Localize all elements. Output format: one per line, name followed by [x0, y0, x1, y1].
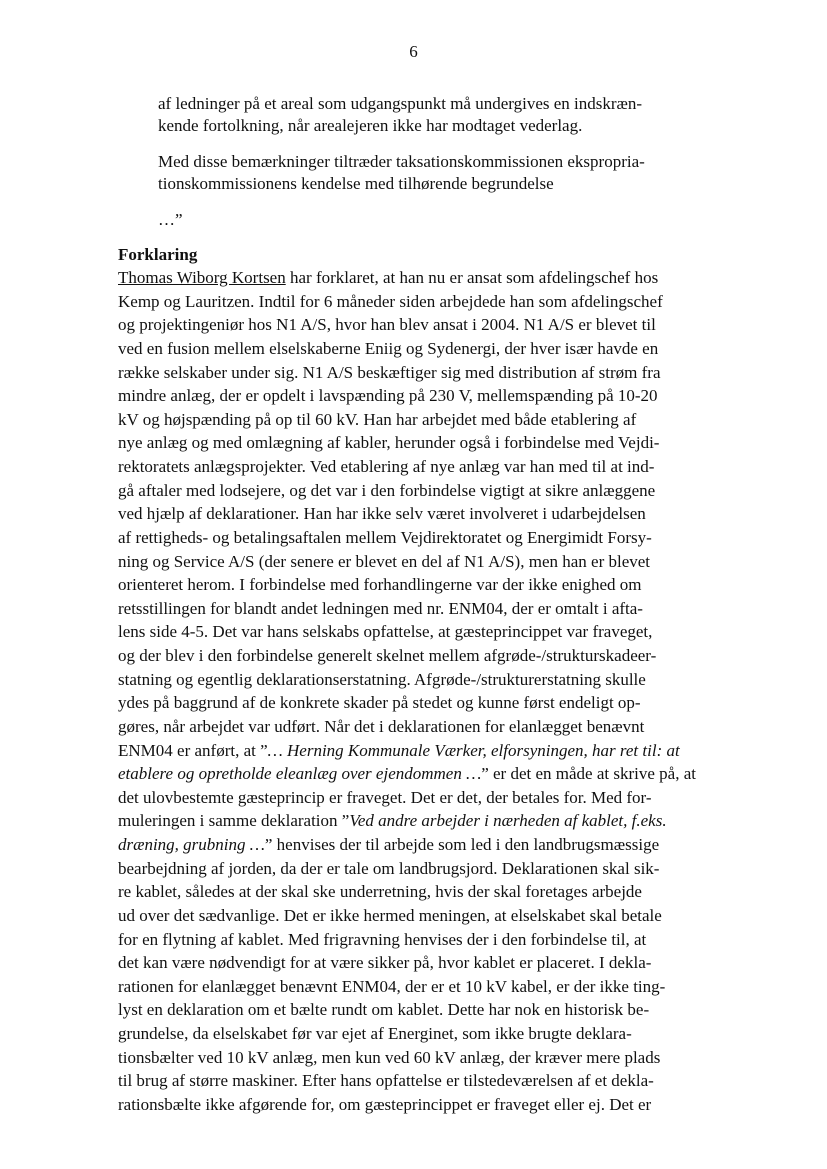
quote-line: Med disse bemærkninger tiltræder taksationskommissionen ekspropria- — [158, 152, 645, 171]
body-line: re kablet, således at der skal ske underretning, hvis der skal foretages arbejde — [118, 882, 642, 902]
body-line: ved en fusion mellem elselskaberne Eniig og Sydenergi, der hver især havde en — [118, 338, 659, 358]
body-line: for en flytning af kablet. Med frigravning henvises der i den forbindelse til, at — [118, 929, 647, 949]
body-line: ved hjælp af deklarationer. Han har ikke selv været involveret i udarbejdelsen — [118, 504, 646, 524]
body-line: gøres, når arbejdet var udført. Når det i deklarationen for elanlægget benævnt — [118, 716, 645, 736]
body-line: ud over det sædvanlige. Det er ikke hermed meningen, at elselskabet skal betale — [118, 905, 662, 925]
explanation-section — [118, 244, 716, 1117]
body-line: til brug af større maskiner. Efter hans opfattelse er tilstedeværelsen af et dekla- — [118, 1071, 654, 1091]
quoted-decision — [158, 93, 713, 245]
quote-line: tionskommissionens kendelse med tilhørende begrundelse — [158, 174, 554, 193]
body-line: dræning, grubning …” henvises der til arbejde som led i den landbrugsmæssige — [118, 835, 660, 854]
body-line: det kan være nødvendigt for at være sikker på, hvor kablet er placeret. I dekla- — [118, 953, 652, 973]
body-line: Kemp og Lauritzen. Indtil for 6 måneder siden arbejdede han som afdelingschef — [118, 291, 663, 311]
body-line: række selskaber under sig. N1 A/S beskæftiger sig med distribution af strøm fra — [118, 362, 661, 382]
quote-ellipsis: …” — [158, 210, 183, 229]
declaration-quote: etablere og opretholde eleanlæg over ejendommen … — [118, 764, 482, 784]
body-line: kV og højspænding på op til 60 kV. Han har arbejdet med både etablering af — [118, 409, 637, 429]
body-line: nye anlæg og med omlægning af kabler, herunder også i forbindelse med Vejdi- — [118, 433, 660, 453]
body-line: statning og egentlig deklarationserstatning. Afgrøde-/strukturerstatning skulle — [118, 669, 646, 689]
body-line: og projektingeniør hos N1 A/S, hvor han blev ansat i 2004. N1 A/S er blevet til — [118, 315, 656, 335]
body-line: orienteret herom. I forbindelse med forhandlingerne var der ikke enighed om — [118, 575, 642, 595]
body-line: det ulovbestemte gæsteprincip er fraveget. Det er det, der betales for. Med for- — [118, 787, 652, 807]
body-line: bearbejdning af jorden, da der er tale om landbrugsjord. Deklarationen skal sik- — [118, 858, 660, 878]
quote-line: kende fortolkning, når arealejeren ikke har modtaget vederlag. — [158, 116, 583, 135]
page-number: 6 — [409, 42, 418, 61]
declaration-quote: dræning, grubning … — [118, 835, 265, 854]
body-line: etablere og opretholde eleanlæg over ejendommen …” er det en måde at skrive på, at — [118, 764, 696, 784]
body-line: gå aftaler med lodsejere, og det var i den forbindelse vigtigt at sikre anlæggene — [118, 480, 656, 500]
body-line: af rettigheds- og betalingsaftalen mellem Vejdirektoratet og Energimidt Forsy- — [118, 527, 652, 547]
body-line: retsstillingen for blandt andet ledningen med nr. ENM04, der er omtalt i afta- — [118, 598, 643, 618]
body-line: ydes på baggrund af de konkrete skader på stedet og kunne først endeligt op- — [118, 693, 641, 713]
body-line: lyst en deklaration om et bælte rundt om kablet. Dette har nok en historisk be- — [118, 1000, 650, 1020]
quote-line: af ledninger på et areal som udgangspunkt må undergives en indskræn- — [158, 94, 643, 113]
body-line: rationen for elanlægget benævnt ENM04, der er et 10 kV kabel, er der ikke ting- — [118, 976, 666, 996]
body-line: lens side 4-5. Det var hans selskabs opfattelse, at gæsteprincippet var fraveget, — [118, 622, 653, 642]
body-line: ning og Service A/S (der senere er blevet en del af N1 A/S), men han er blevet — [118, 551, 651, 571]
body-line: mindre anlæg, der er opdelt i lavspænding på 230 V, mellemspænding på 10-20 — [118, 386, 658, 406]
body-line: Thomas Wiborg Kortsen har forklaret, at han nu er ansat som afdelingschef hos — [118, 268, 659, 287]
section-heading: Forklaring — [118, 245, 198, 264]
body-line: og der blev i den forbindelse generelt skelnet mellem afgrøde-/strukturskadeer- — [118, 646, 657, 665]
body-line: ENM04 er anført, at ”… Herning Kommunale Værker, elforsyningen, har ret til: at — [118, 740, 680, 760]
body-line: tionsbælter ved 10 kV anlæg, men kun ved 60 kV anlæg, der kræver mere plads — [118, 1047, 661, 1067]
body-line: rektoratets anlægsprojekter. Ved etablering af nye anlæg var han med til at ind- — [118, 457, 655, 476]
quote-paragraph-1 — [158, 93, 713, 137]
body-line: grundelse, da elselskabet før var ejet af Energinet, som ikke brugte deklara- — [118, 1024, 632, 1043]
body-line: rationsbælte ikke afgørende for, om gæsteprincippet er fraveget eller ej. Det er — [118, 1094, 652, 1114]
explanation-body — [118, 266, 716, 1117]
quote-paragraph-2 — [158, 151, 713, 195]
body-line: muleringen i samme deklaration ”Ved andre arbejder i nærheden af kablet, f.eks. — [118, 811, 667, 831]
declaration-quote: … Herning Kommunale Værker, elforsyningen, har ret til: at — [267, 740, 680, 760]
declaration-quote: Ved andre arbejder i nærheden af kablet, f.eks. — [349, 811, 667, 831]
witness-name: Thomas Wiborg Kortsen — [118, 268, 286, 287]
